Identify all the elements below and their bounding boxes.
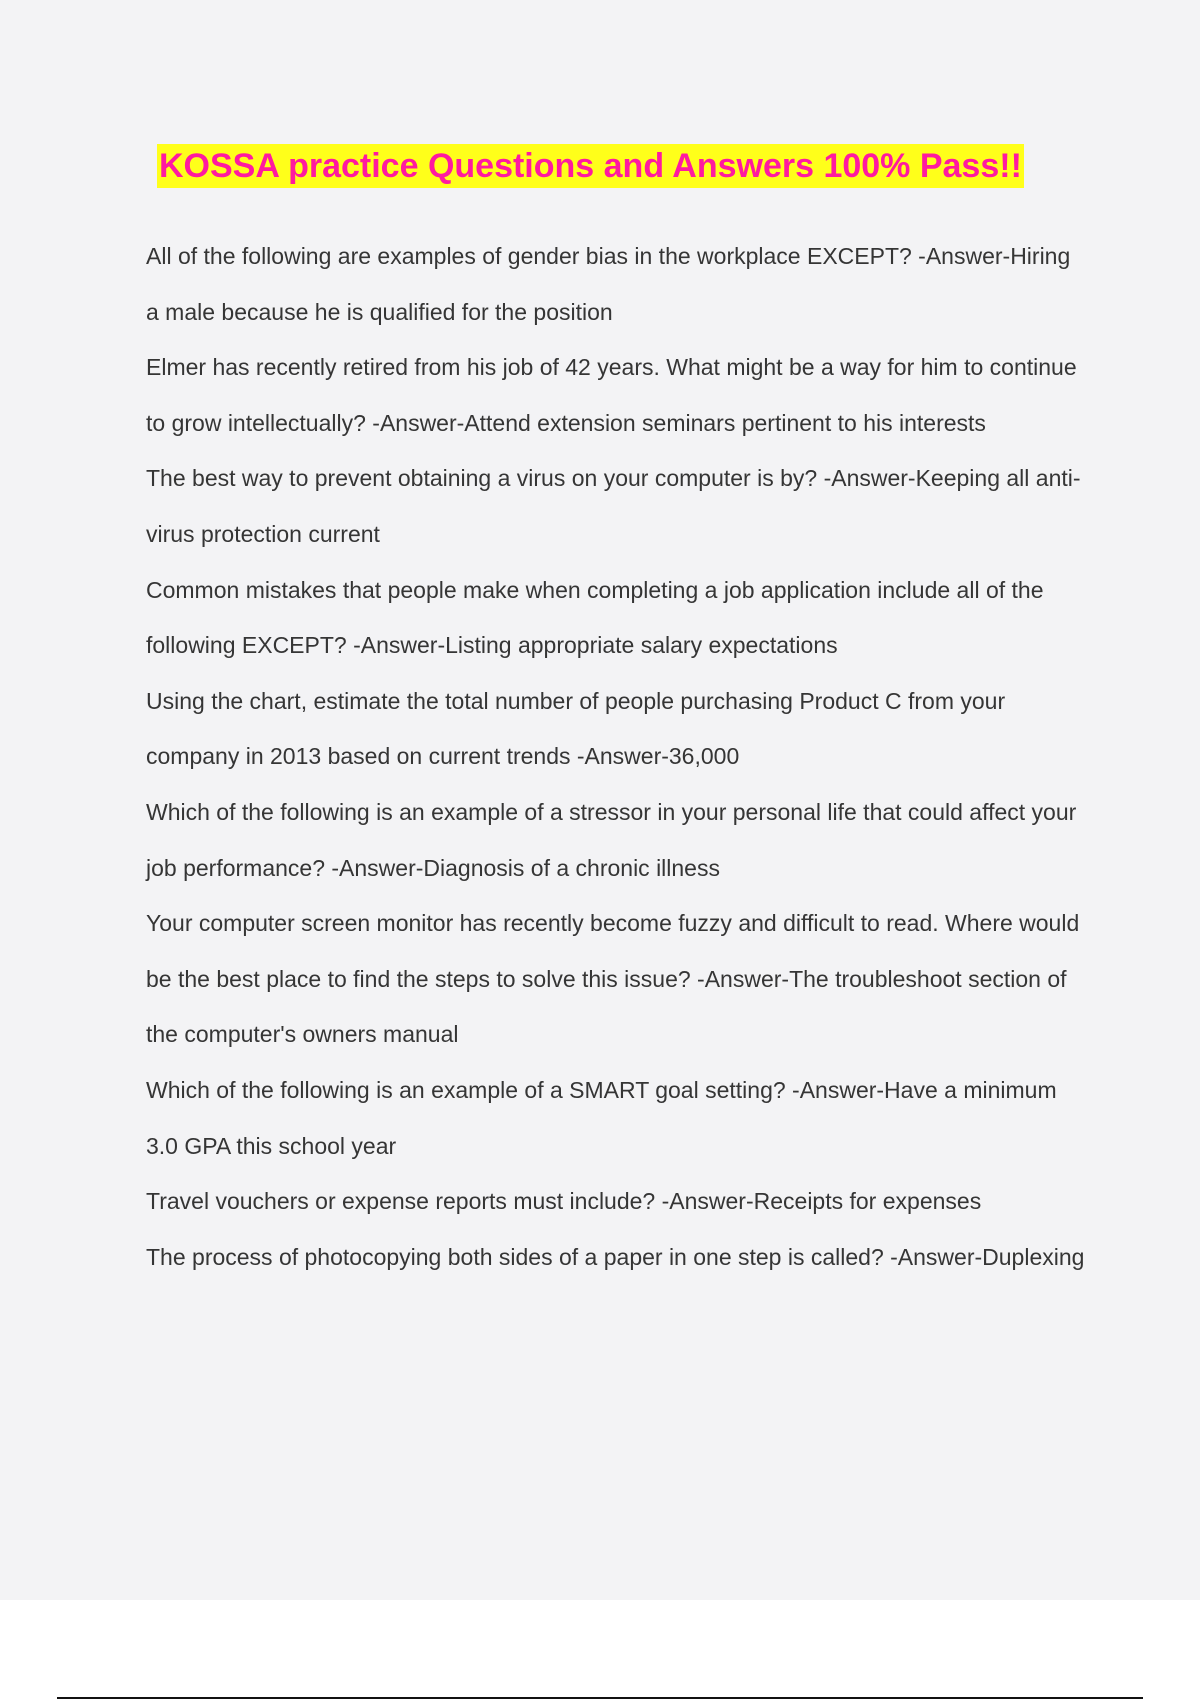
qa-item: The process of photocopying both sides of a paper in one step is called? -Answer-Duplexing xyxy=(146,1243,1085,1270)
qa-list xyxy=(146,229,1086,1285)
footer-divider xyxy=(57,1697,1143,1699)
qa-item: Which of the following is an example of a SMART goal setting? -Answer-Have a minimum 3.0 GPA this school year xyxy=(146,1076,1057,1159)
qa-item: Common mistakes that people make when completing a job application include all of the following EXCEPT? -Answer-Listing appropriate salary expectations xyxy=(146,576,1044,659)
document-title: KOSSA practice Questions and Answers 100% Pass!! xyxy=(159,147,1022,185)
qa-item: All of the following are examples of gender bias in the workplace EXCEPT? -Answer-Hiring a male because he is qualified for the position xyxy=(146,243,1071,325)
title-highlight xyxy=(157,144,1024,188)
qa-item: The best way to prevent obtaining a virus on your computer is by? -Answer-Keeping all anti-virus protection current xyxy=(146,465,1081,547)
qa-item: Travel vouchers or expense reports must include? -Answer-Receipts for expenses xyxy=(146,1188,982,1215)
qa-item: Using the chart, estimate the total number of people purchasing Product C from your company in 2013 based on current trends -Answer-36,000 xyxy=(146,687,1006,770)
qa-item: Your computer screen monitor has recently become fuzzy and difficult to read. Where would be the best place to find the steps to solve this issue? -Answer-The troubleshoot section of the computer's owners manual xyxy=(146,910,1080,1048)
qa-item: Which of the following is an example of a stressor in your personal life that could affect your job performance? -Answer-Diagnosis of a chronic illness xyxy=(146,798,1077,881)
qa-item: Elmer has recently retired from his job of 42 years. What might be a way for him to continue to grow intellectually? -Answer-Attend extension seminars pertinent to his interests xyxy=(146,354,1077,436)
